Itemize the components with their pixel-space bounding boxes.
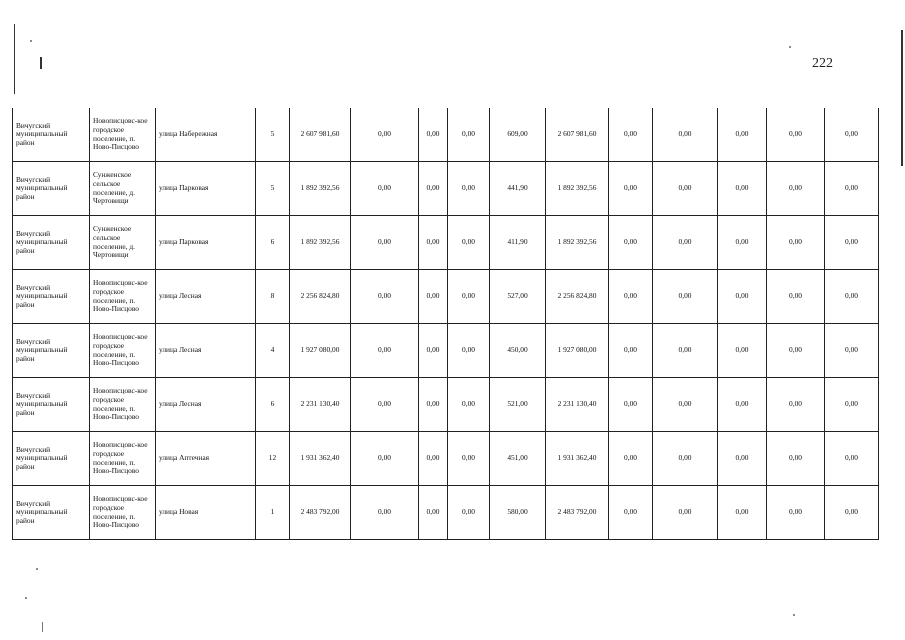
house-number-cell: 6 <box>256 216 290 270</box>
value-cell: 0,00 <box>609 486 653 540</box>
housing-table <box>12 108 879 540</box>
value-cell: 0,00 <box>767 216 825 270</box>
value-cell: 0,00 <box>718 486 767 540</box>
value-cell: 0,00 <box>419 378 448 432</box>
value-cell: 0,00 <box>351 432 419 486</box>
sum-cell: 1 892 392,56 <box>546 162 609 216</box>
total-cost-cell: 2 256 824,80 <box>290 270 351 324</box>
area-cell: 580,00 <box>490 486 546 540</box>
district-cell: Вичугский муниципальный район <box>13 432 90 486</box>
house-number-cell: 12 <box>256 432 290 486</box>
area-cell: 411,90 <box>490 216 546 270</box>
value-cell: 0,00 <box>718 378 767 432</box>
value-cell: 0,00 <box>419 486 448 540</box>
sum-cell: 1 931 362,40 <box>546 432 609 486</box>
house-number-cell: 5 <box>256 108 290 162</box>
table-body <box>13 108 879 540</box>
value-cell: 0,00 <box>351 108 419 162</box>
sum-cell: 2 256 824,80 <box>546 270 609 324</box>
value-cell: 0,00 <box>653 486 718 540</box>
value-cell: 0,00 <box>609 216 653 270</box>
value-cell: 0,00 <box>448 270 490 324</box>
scan-speck <box>793 614 795 616</box>
total-cost-cell: 1 892 392,56 <box>290 216 351 270</box>
street-cell: улица Лесная <box>156 270 256 324</box>
left-margin-line <box>14 24 15 94</box>
value-cell: 0,00 <box>718 432 767 486</box>
value-cell: 0,00 <box>653 432 718 486</box>
street-cell: улица Набережная <box>156 108 256 162</box>
value-cell: 0,00 <box>767 486 825 540</box>
scan-speck <box>25 597 27 599</box>
right-margin-line <box>901 30 903 166</box>
value-cell: 0,00 <box>653 108 718 162</box>
total-cost-cell: 1 931 362,40 <box>290 432 351 486</box>
value-cell: 0,00 <box>609 270 653 324</box>
value-cell: 0,00 <box>351 162 419 216</box>
value-cell: 0,00 <box>448 162 490 216</box>
settlement-cell: Новописцовс-кое городское поселение, п. Ново-Писцово <box>90 432 156 486</box>
value-cell: 0,00 <box>351 378 419 432</box>
value-cell: 0,00 <box>448 432 490 486</box>
value-cell: 0,00 <box>767 270 825 324</box>
scan-speck <box>36 568 38 570</box>
table-row <box>13 324 879 378</box>
value-cell: 0,00 <box>767 324 825 378</box>
sum-cell: 1 892 392,56 <box>546 216 609 270</box>
value-cell: 0,00 <box>718 324 767 378</box>
value-cell: 0,00 <box>767 432 825 486</box>
district-cell: Вичугский муниципальный район <box>13 162 90 216</box>
value-cell: 0,00 <box>609 108 653 162</box>
scan-speck <box>789 46 791 48</box>
house-number-cell: 5 <box>256 162 290 216</box>
district-cell: Вичугский муниципальный район <box>13 216 90 270</box>
value-cell: 0,00 <box>653 324 718 378</box>
house-number-cell: 8 <box>256 270 290 324</box>
settlement-cell: Сунженское сельское поселение, д. Чертовищи <box>90 216 156 270</box>
total-cost-cell: 2 607 981,60 <box>290 108 351 162</box>
page-number: 222 <box>812 56 833 71</box>
settlement-cell: Новописцовс-кое городское поселение, п. Ново-Писцово <box>90 108 156 162</box>
value-cell: 0,00 <box>448 108 490 162</box>
value-cell: 0,00 <box>767 378 825 432</box>
value-cell: 0,00 <box>653 270 718 324</box>
value-cell: 0,00 <box>419 432 448 486</box>
value-cell: 0,00 <box>609 324 653 378</box>
district-cell: Вичугский муниципальный район <box>13 324 90 378</box>
table-row <box>13 270 879 324</box>
table-row <box>13 108 879 162</box>
total-cost-cell: 2 483 792,00 <box>290 486 351 540</box>
value-cell: 0,00 <box>448 216 490 270</box>
settlement-cell: Сунженское сельское поселение, д. Чертовищи <box>90 162 156 216</box>
table-row <box>13 162 879 216</box>
street-cell: улица Парковая <box>156 162 256 216</box>
value-cell: 0,00 <box>419 270 448 324</box>
sum-cell: 2 231 130,40 <box>546 378 609 432</box>
table-row <box>13 432 879 486</box>
value-cell: 0,00 <box>718 216 767 270</box>
area-cell: 450,00 <box>490 324 546 378</box>
scan-speck <box>30 40 32 42</box>
value-cell: 0,00 <box>351 324 419 378</box>
area-cell: 521,00 <box>490 378 546 432</box>
street-cell: улица Аптечная <box>156 432 256 486</box>
house-number-cell: 4 <box>256 324 290 378</box>
value-cell: 0,00 <box>351 270 419 324</box>
total-cost-cell: 1 927 080,00 <box>290 324 351 378</box>
value-cell: 0,00 <box>419 162 448 216</box>
value-cell: 0,00 <box>825 324 879 378</box>
bottom-left-tick <box>42 622 43 632</box>
value-cell: 0,00 <box>448 378 490 432</box>
value-cell: 0,00 <box>653 216 718 270</box>
district-cell: Вичугский муниципальный район <box>13 108 90 162</box>
value-cell: 0,00 <box>825 162 879 216</box>
area-cell: 527,00 <box>490 270 546 324</box>
value-cell: 0,00 <box>419 216 448 270</box>
value-cell: 0,00 <box>718 108 767 162</box>
left-margin-tick <box>40 57 42 69</box>
area-cell: 441,90 <box>490 162 546 216</box>
value-cell: 0,00 <box>718 270 767 324</box>
value-cell: 0,00 <box>448 486 490 540</box>
value-cell: 0,00 <box>767 108 825 162</box>
settlement-cell: Новописцовс-кое городское поселение, п. Ново-Писцово <box>90 270 156 324</box>
house-number-cell: 1 <box>256 486 290 540</box>
house-number-cell: 6 <box>256 378 290 432</box>
value-cell: 0,00 <box>825 432 879 486</box>
street-cell: улица Лесная <box>156 378 256 432</box>
area-cell: 609,00 <box>490 108 546 162</box>
value-cell: 0,00 <box>825 108 879 162</box>
value-cell: 0,00 <box>609 432 653 486</box>
value-cell: 0,00 <box>653 378 718 432</box>
total-cost-cell: 1 892 392,56 <box>290 162 351 216</box>
value-cell: 0,00 <box>825 216 879 270</box>
sum-cell: 2 607 981,60 <box>546 108 609 162</box>
value-cell: 0,00 <box>419 108 448 162</box>
table-row <box>13 486 879 540</box>
value-cell: 0,00 <box>825 378 879 432</box>
district-cell: Вичугский муниципальный район <box>13 270 90 324</box>
value-cell: 0,00 <box>825 270 879 324</box>
value-cell: 0,00 <box>718 162 767 216</box>
value-cell: 0,00 <box>767 162 825 216</box>
street-cell: улица Парковая <box>156 216 256 270</box>
value-cell: 0,00 <box>609 378 653 432</box>
sum-cell: 1 927 080,00 <box>546 324 609 378</box>
value-cell: 0,00 <box>351 216 419 270</box>
value-cell: 0,00 <box>653 162 718 216</box>
sum-cell: 2 483 792,00 <box>546 486 609 540</box>
street-cell: улица Лесная <box>156 324 256 378</box>
value-cell: 0,00 <box>419 324 448 378</box>
total-cost-cell: 2 231 130,40 <box>290 378 351 432</box>
settlement-cell: Новописцовс-кое городское поселение, п. Ново-Писцово <box>90 378 156 432</box>
value-cell: 0,00 <box>825 486 879 540</box>
district-cell: Вичугский муниципальный район <box>13 486 90 540</box>
settlement-cell: Новописцовс-кое городское поселение, п. Ново-Писцово <box>90 486 156 540</box>
table-row <box>13 216 879 270</box>
area-cell: 451,00 <box>490 432 546 486</box>
street-cell: улица Новая <box>156 486 256 540</box>
value-cell: 0,00 <box>609 162 653 216</box>
district-cell: Вичугский муниципальный район <box>13 378 90 432</box>
value-cell: 0,00 <box>351 486 419 540</box>
value-cell: 0,00 <box>448 324 490 378</box>
settlement-cell: Новописцовс-кое городское поселение, п. Ново-Писцово <box>90 324 156 378</box>
table-row <box>13 378 879 432</box>
